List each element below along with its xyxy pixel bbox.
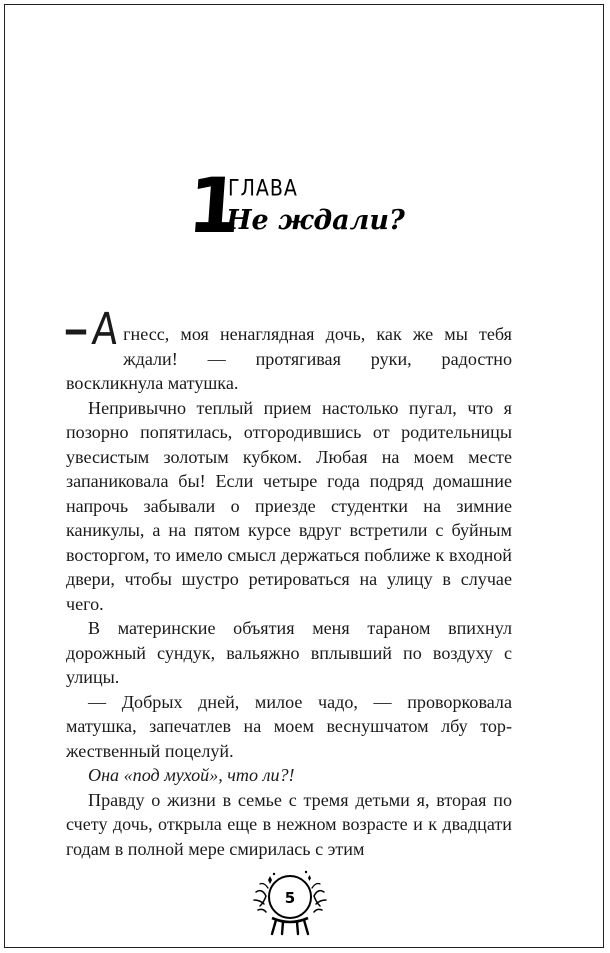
- drop-cap-dash: –: [63, 307, 89, 353]
- paragraph: — Добрых дней, милое чадо, — проворковала матушка, запечатлев на моем веснушчатом лбу торжественный поцелуй.: [66, 691, 512, 761]
- page-number-ornament: [250, 866, 330, 938]
- paragraph: Правду о жизни в семье с тремя детьми я, вторая по счету дочь, открыла еще в нежном возрасте и к двадцати годам в полной мере смирилась с этим: [66, 789, 512, 859]
- page-number: 5: [284, 889, 296, 907]
- chapter-label: ГЛАВА: [228, 176, 298, 202]
- chapter-number: 1: [184, 161, 243, 250]
- chapter-title: Не ждали?: [226, 205, 405, 236]
- drop-cap: [63, 304, 121, 355]
- paragraph: Непривычно теплый прием настолько пугал, что я позорно попятилась, отгородившись от родительницы увесистым золотым кубком. Любая на моем месте запаниковала бы! Если четыре года подряд домашние напрочь забывали о приезде студентки на зимние каникулы, а на пятом курсе вдруг встретили с буйным восторгом, то имело смысл держаться поближе к входной двери, чтобы шустро ретироваться на улицу в случае чего.: [66, 397, 512, 614]
- paragraph: В материнские объятия меня тараном впихнул дорожный сундук, вальяжно вплывший по воздуху с улицы.: [66, 618, 512, 687]
- body-text: [63, 304, 512, 861]
- paragraph-italic: Она «под мухой», что ли?!: [88, 765, 295, 785]
- paragraph-text: гнесс, моя ненаглядная дочь, как же мы тебя ждали! — протягивая руки, радостно воскликнула матушка.: [66, 324, 512, 393]
- paragraph: [63, 304, 512, 396]
- drop-cap-letter: А: [90, 304, 121, 355]
